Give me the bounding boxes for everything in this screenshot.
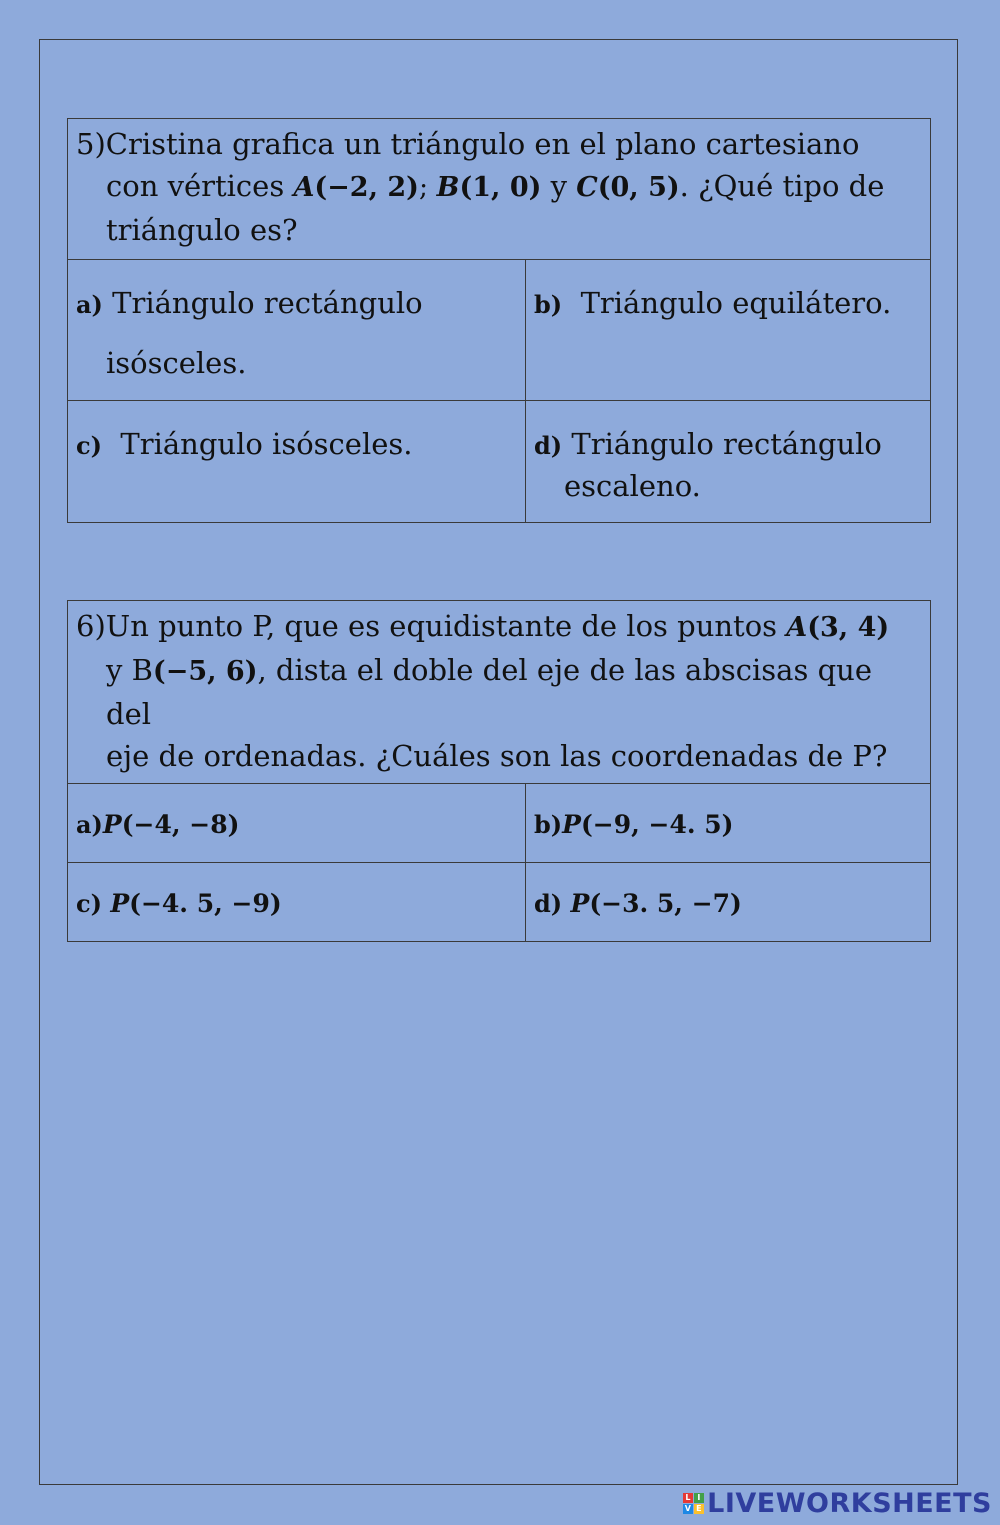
- q6-option-a[interactable]: [68, 784, 526, 863]
- liveworksheets-watermark: [683, 1488, 992, 1519]
- question-5-line-2: con vértices A(−2, 2); B(1, 0) y C(0, 5). ¿Qué tipo de: [106, 169, 885, 203]
- q6-option-b[interactable]: [526, 784, 931, 863]
- q5-option-c-text: Triángulo isósceles.: [101, 427, 413, 461]
- q6-option-b-name: P: [562, 810, 581, 839]
- q6-option-d-coords: (−3. 5, −7): [589, 889, 742, 918]
- q6-option-a-coords: (−4, −8): [121, 810, 240, 839]
- q6-option-d-name: P: [570, 889, 590, 918]
- point-a-name: A: [293, 172, 315, 203]
- question-5-table: [67, 118, 931, 523]
- point-a-coords: (3, 4): [807, 612, 890, 643]
- question-6-line-1: 6)Un punto P, que es equidistante de los puntos A(3, 4): [76, 609, 890, 643]
- q6-option-c-coords: (−4. 5, −9): [129, 889, 282, 918]
- q6-option-d[interactable]: [526, 863, 931, 942]
- question-6-line-2: y B(−5, 6), dista el doble del eje de las abscisas que del: [106, 653, 872, 731]
- q5-option-d-text-2: escaleno.: [564, 469, 701, 503]
- q6-option-b-coords: (−9, −4. 5): [580, 810, 734, 839]
- q5-option-d-letter: d): [534, 431, 563, 460]
- q5-option-a[interactable]: [68, 260, 526, 401]
- q6-option-c[interactable]: [68, 863, 526, 942]
- liveworksheets-logo-icon: L I V E: [683, 1493, 704, 1514]
- q6-option-a-name: P: [102, 810, 122, 839]
- q5-option-a-text-2: isósceles.: [106, 346, 247, 380]
- point-c-coords: (0, 5): [597, 172, 680, 203]
- q5-option-d[interactable]: [526, 401, 931, 523]
- question-5-line-1: Cristina grafica un triángulo en el plano cartesiano: [105, 127, 860, 161]
- q6-option-c-letter: c): [76, 889, 111, 918]
- q5-option-a-letter: a): [76, 290, 103, 319]
- q5-option-b[interactable]: [526, 260, 931, 401]
- point-a-name: A: [786, 612, 808, 643]
- q5-option-b-letter: b): [534, 290, 563, 319]
- q5-option-d-text-1: Triángulo rectángulo: [562, 427, 882, 461]
- q6-option-a-letter: a): [76, 810, 103, 839]
- question-6-number: 6): [76, 609, 106, 643]
- question-6-prompt: [68, 601, 931, 784]
- point-b-name: B: [436, 172, 460, 203]
- q5-option-b-text: Triángulo equilátero.: [562, 286, 892, 320]
- question-5-number: 5): [76, 127, 106, 161]
- point-b-coords: (−5, 6): [152, 656, 258, 687]
- point-c-name: C: [576, 172, 598, 203]
- question-6-table: [67, 600, 931, 942]
- point-b-coords: (1, 0): [459, 172, 542, 203]
- q6-option-d-letter: d): [534, 889, 571, 918]
- point-a-coords: (−2, 2): [314, 172, 419, 203]
- q5-option-a-text-1: Triángulo rectángulo: [102, 286, 423, 320]
- q5-option-c[interactable]: [68, 401, 526, 523]
- q6-option-c-name: P: [110, 889, 130, 918]
- question-6-line-3: eje de ordenadas. ¿Cuáles son las coordenadas de P?: [106, 739, 888, 773]
- question-5-line-3: triángulo es?: [106, 213, 298, 247]
- q5-option-c-letter: c): [76, 431, 102, 460]
- q6-option-b-letter: b): [534, 810, 563, 839]
- liveworksheets-text: LIVEWORKSHEETS: [707, 1488, 992, 1519]
- question-5-prompt: [68, 119, 931, 260]
